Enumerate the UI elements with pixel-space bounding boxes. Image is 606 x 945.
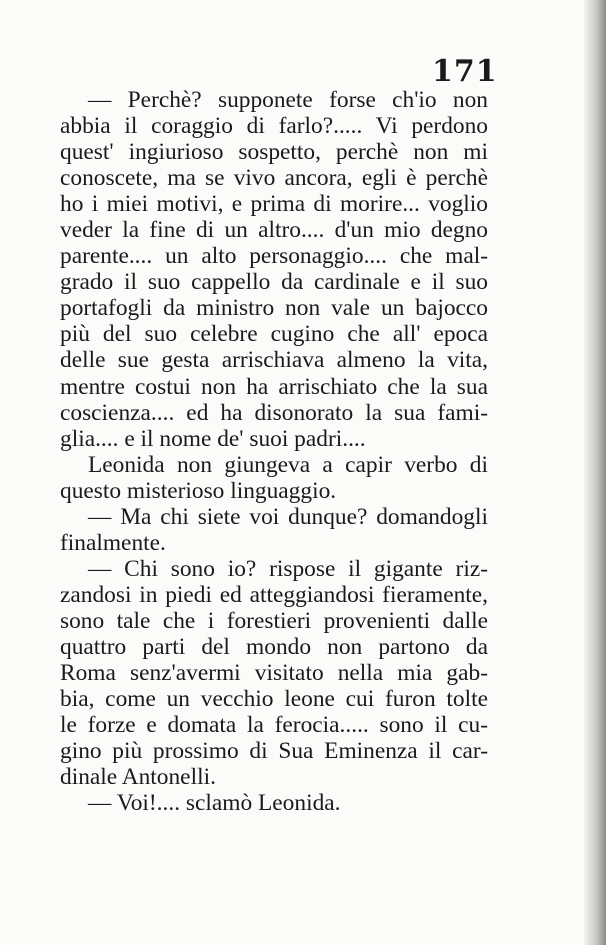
text-line: finalmente. (60, 529, 166, 556)
text-line: mentre costui non ha arrischiato che la sua (60, 373, 488, 400)
body-text (60, 87, 488, 816)
text-line: quattro parti del mondo non partono da (60, 633, 488, 660)
text-line: portafogli da ministro non vale un bajocco (60, 295, 488, 322)
text-line: glia.... e il nome de' suoi padri.... (60, 425, 366, 452)
text-line: coscienza.... ed ha disonorato la sua fami- (60, 399, 488, 426)
text-line: questo misterioso linguaggio. (60, 477, 337, 504)
text-line: dinale Antonelli. (60, 764, 216, 791)
text-line: sono tale che i forestieri provenienti dalle (60, 607, 488, 634)
text-line: — Chi sono io? rispose il gigante riz- (88, 555, 488, 582)
text-line: — Voi!.... sclamò Leonida. (88, 790, 341, 817)
text-line: — Ma chi siete voi dunque? domandogli (88, 503, 488, 530)
text-line: zandosi in piedi ed atteggiandosi fieramente, (60, 581, 488, 608)
text-line: quest' ingiurioso sospetto, perchè non mi (60, 139, 488, 166)
text-line: abbia il coraggio di farlo?..... Vi perdono (60, 113, 488, 140)
text-line: delle sue gesta arrischiava almeno la vita, (60, 347, 488, 374)
text-line: veder la fine di un altro.... d'un mio degno (60, 217, 488, 244)
text-line: — Perchè? supponete forse ch'io non (88, 87, 488, 113)
text-line: bia, come un vecchio leone cui furon tolte (60, 686, 488, 713)
text-line: ho i miei motivi, e prima di morire... voglio (60, 191, 488, 218)
text-line: parente.... un alto personaggio.... che mal- (60, 243, 488, 270)
text-line: le forze e domata la ferocia..... sono il cu- (60, 712, 488, 739)
page-number: 171 (432, 54, 498, 89)
text-line: più del suo celebre cugino che all' epoca (60, 321, 488, 348)
page-gutter-shadow (584, 0, 606, 945)
text-line: conoscete, ma se vivo ancora, egli è perchè (60, 165, 488, 192)
text-line: grado il suo cappello da cardinale e il suo (60, 269, 488, 296)
text-line: Leonida non giungeva a capir verbo di (88, 451, 488, 478)
text-line: Roma senz'avermi visitato nella mia gab- (60, 660, 488, 687)
text-line: gino più prossimo di Sua Eminenza il car- (60, 738, 488, 765)
